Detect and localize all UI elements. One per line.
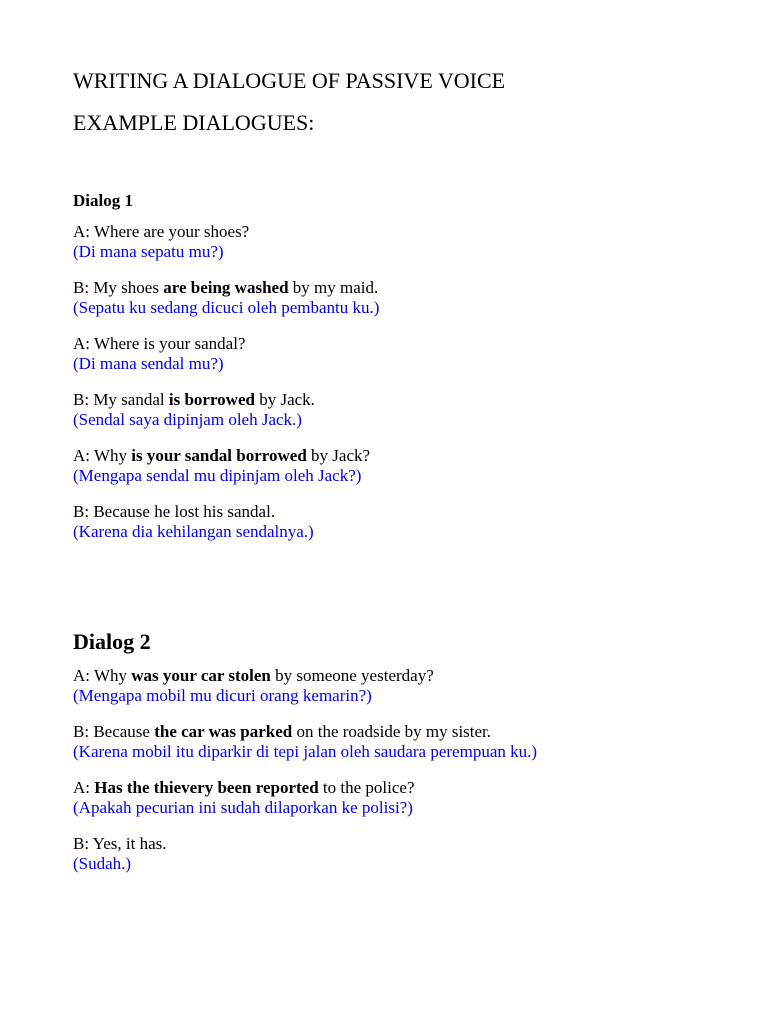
dialogue-line	[73, 666, 753, 686]
dialogue-exchange	[73, 834, 753, 874]
dialogue-line	[73, 834, 753, 854]
dialogue-text: by someone yesterday?	[270, 666, 434, 685]
dialogue-text: Why	[90, 446, 132, 465]
dialogue-text: by my maid.	[288, 278, 379, 297]
dialogue-text: on the roadside by my sister.	[292, 722, 492, 741]
speaker-label: B:	[73, 502, 90, 521]
dialogue-exchange	[73, 278, 753, 318]
dialogue-exchange	[73, 666, 753, 706]
dialogue-exchange	[73, 390, 753, 430]
dialogue-text: Why	[90, 666, 132, 685]
dialogue-exchange	[73, 502, 753, 542]
speaker-label: B:	[73, 278, 90, 297]
dialogue-text: by Jack?	[306, 446, 371, 465]
translation-line: (Sendal saya dipinjam oleh Jack.)	[73, 410, 302, 429]
translation-line: (Sepatu ku sedang dicuci oleh pembantu ku.)	[73, 298, 380, 317]
dialogue-text: My shoes	[89, 278, 164, 297]
dialog-1-heading: Dialog 1	[73, 191, 133, 210]
dialog-2-heading: Dialog 2	[73, 629, 151, 654]
speaker-label: A:	[73, 666, 90, 685]
speaker-label: A:	[73, 446, 90, 465]
dialogue-exchange	[73, 778, 753, 818]
speaker-label: B:	[73, 722, 90, 741]
dialogue-text: Yes, it has.	[89, 834, 167, 853]
translation-line: (Karena dia kehilangan sendalnya.)	[73, 522, 314, 541]
dialogue-line	[73, 278, 753, 298]
dialogue-exchange	[73, 334, 753, 374]
dialogue-text: Where is your sandal?	[90, 334, 246, 353]
dialogue-text: to the police?	[318, 778, 415, 797]
dialogue-line	[73, 222, 753, 242]
passive-phrase: Has the thievery been reported	[94, 778, 319, 797]
passive-phrase: are being washed	[163, 278, 289, 297]
document-subtitle: EXAMPLE DIALOGUES:	[73, 110, 315, 135]
translation-line: (Mengapa sendal mu dipinjam oleh Jack?)	[73, 466, 362, 485]
dialogue-line	[73, 778, 753, 798]
dialogue-text: My sandal	[89, 390, 169, 409]
translation-line: (Di mana sendal mu?)	[73, 354, 224, 373]
speaker-label: B:	[73, 834, 90, 853]
dialogue-exchange	[73, 446, 753, 486]
translation-line: (Sudah.)	[73, 854, 132, 873]
speaker-label: A:	[73, 222, 90, 241]
dialogue-exchange	[73, 722, 753, 762]
passive-phrase: is your sandal borrowed	[131, 446, 307, 465]
translation-line: (Di mana sepatu mu?)	[73, 242, 224, 261]
dialogue-line	[73, 446, 753, 466]
dialogue-line	[73, 334, 753, 354]
translation-line: (Karena mobil itu diparkir di tepi jalan oleh saudara perempuan ku.)	[73, 742, 538, 761]
dialogue-line	[73, 390, 753, 410]
dialogue-line	[73, 722, 753, 742]
dialog-2	[73, 666, 753, 890]
speaker-label: A:	[73, 778, 90, 797]
dialogue-exchange	[73, 222, 753, 262]
dialogue-text: Where are your shoes?	[90, 222, 250, 241]
dialog-1	[73, 222, 753, 558]
speaker-label: A:	[73, 334, 90, 353]
translation-line: (Mengapa mobil mu dicuri orang kemarin?)	[73, 686, 372, 705]
dialogue-line	[73, 502, 753, 522]
dialogue-text: by Jack.	[254, 390, 315, 409]
passive-phrase: is borrowed	[168, 390, 255, 409]
document-title: WRITING A DIALOGUE OF PASSIVE VOICE	[73, 68, 506, 93]
speaker-label: B:	[73, 390, 90, 409]
dialogue-text: Because he lost his sandal.	[89, 502, 276, 521]
passive-phrase: was your car stolen	[131, 666, 271, 685]
dialogue-text: Because	[89, 722, 155, 741]
translation-line: (Apakah pecurian ini sudah dilaporkan ke polisi?)	[73, 798, 413, 817]
passive-phrase: the car was parked	[154, 722, 293, 741]
